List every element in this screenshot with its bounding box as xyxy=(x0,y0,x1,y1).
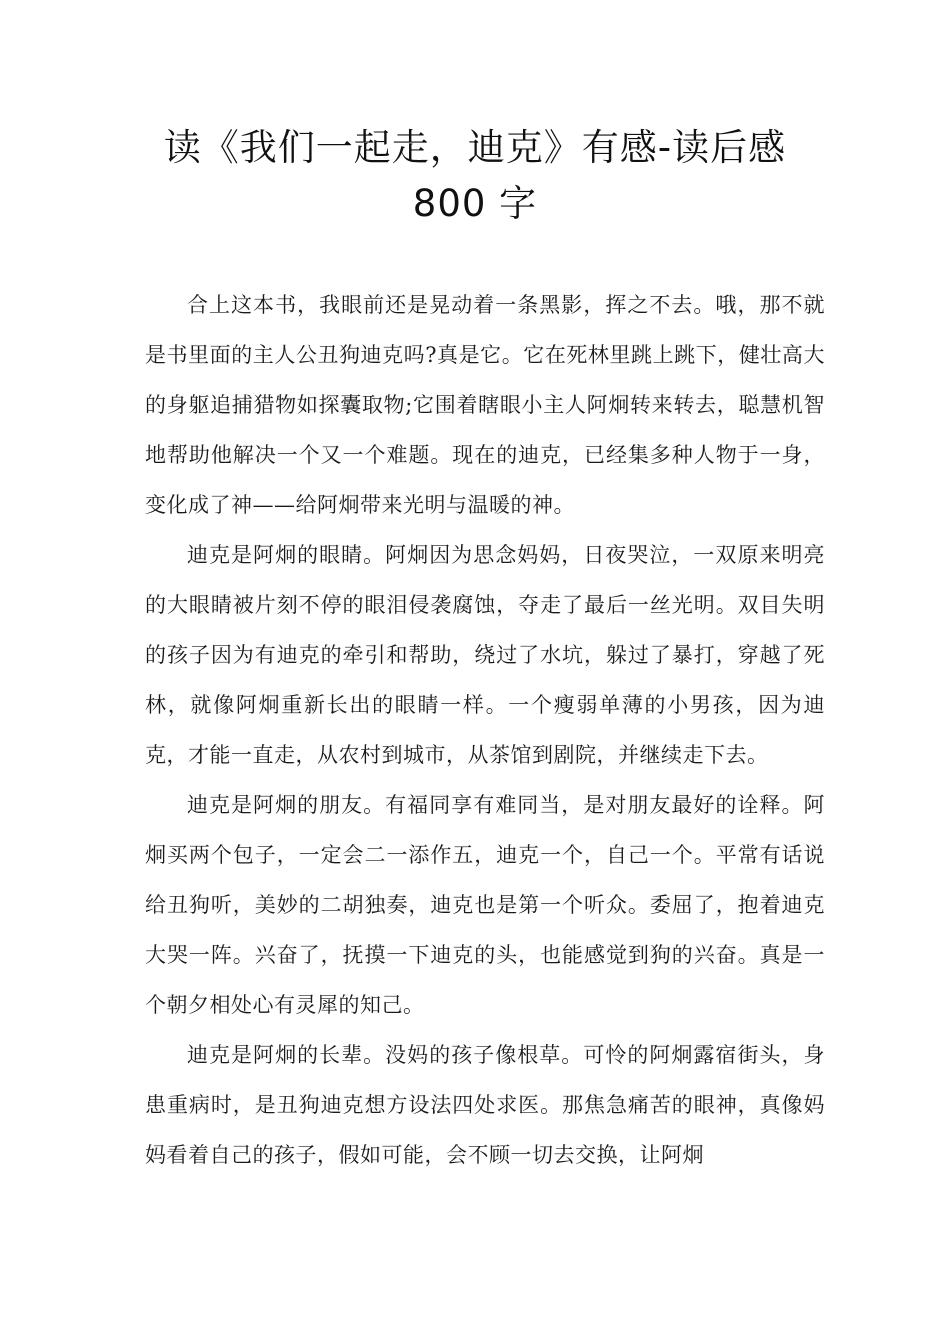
title-line-2: 800 字 xyxy=(412,182,538,225)
document-title xyxy=(0,120,950,232)
paragraph-4: 迪克是阿炯的长辈。没妈的孩子像根草。可怜的阿炯露宿街头，身患重病时，是丑狗迪克想方设法四处求医。那焦急痛苦的眼神，真像妈妈看着自己的孩子，假如可能，会不顾一切去交换，让阿炯 xyxy=(145,1043,825,1167)
document-body xyxy=(145,280,825,1180)
title-line-1: 读《我们一起走，迪克》有感-读后感 xyxy=(163,126,787,169)
paragraph-1: 合上这本书，我眼前还是晃动着一条黑影，挥之不去。哦，那不就是书里面的主人公丑狗迪克吗?真是它。它在死林里跳上跳下，健壮高大的身躯追捕猎物如探囊取物;它围着瞎眼小主人阿炯转来转去，聪慧机智地帮助他解决一个又一个难题。现在的迪克，已经集多种人物于一身，变化成了神——给阿炯带来光明与温暖的神。 xyxy=(145,293,825,517)
paragraph-3: 迪克是阿炯的朋友。有福同享有难同当，是对朋友最好的诠释。阿炯买两个包子，一定会二一添作五，迪克一个，自己一个。平常有话说给丑狗听，美妙的二胡独奏，迪克也是第一个听众。委屈了，抱着迪克大哭一阵。兴奋了，抚摸一下迪克的头，也能感觉到狗的兴奋。真是一个朝夕相处心有灵犀的知己。 xyxy=(145,793,825,1017)
paragraph-2: 迪克是阿炯的眼睛。阿炯因为思念妈妈，日夜哭泣，一双原来明亮的大眼睛被片刻不停的眼泪侵袭腐蚀，夺走了最后一丝光明。双目失明的孩子因为有迪克的牵引和帮助，绕过了水坑，躲过了暴打，穿越了死林，就像阿炯重新长出的眼睛一样。一个瘦弱单薄的小男孩，因为迪克，才能一直走，从农村到城市，从茶馆到剧院，并继续走下去。 xyxy=(145,543,825,767)
